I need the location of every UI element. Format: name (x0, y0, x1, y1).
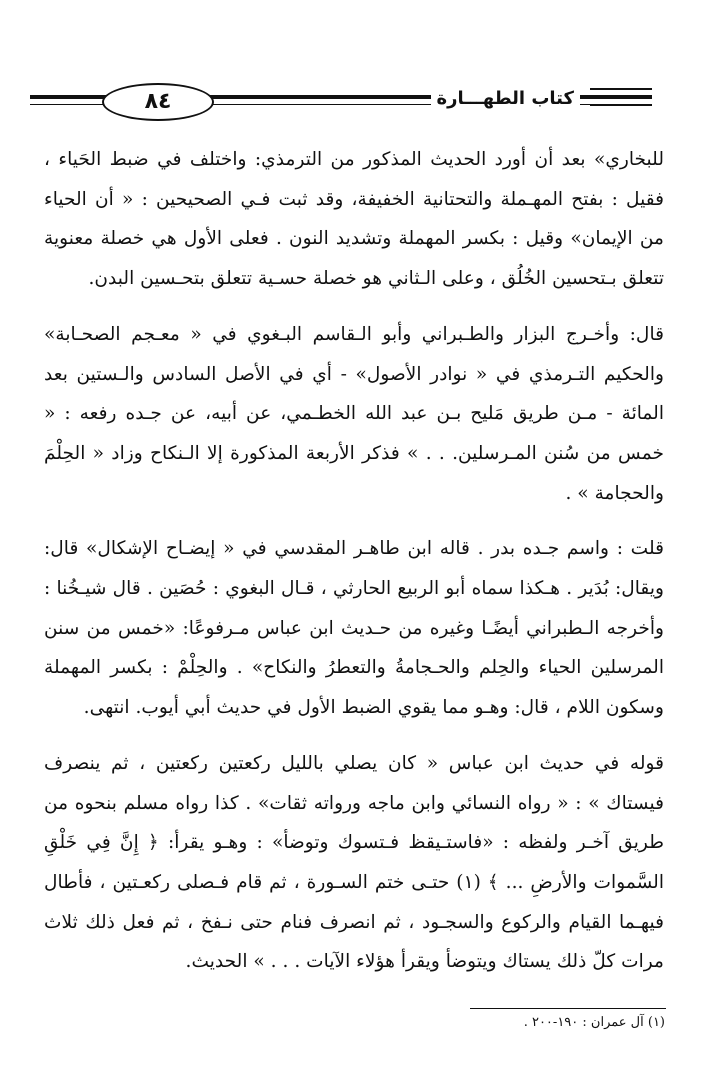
book-title: كتاب الطهـــارة (431, 86, 580, 112)
footnote-separator (470, 1008, 666, 1009)
main-text (44, 140, 664, 982)
paragraph-1: للبخاري» بعد أن أورد الحديث المذكور من الترمذي: واختلف في ضبط الحَياء ، فقيل : بفتح المهـملة والتحتانية الخفيفة، وقد ثبت فـي الصحيحين : « أن الحياء من الإيمان» وقيل : بكسر المهملة وتشديد النون . فعلى الأول هي خصلة معنوية تتعلق بـتحسين الخُلُق ، وعلى الـثاني هو خصلة حسـية تتعلق بتحـسين البدن. (44, 149, 664, 290)
footnote: (١) آل عمران : ١٩٠-٢٠٠ . (523, 1015, 665, 1030)
paragraph-4: قوله في حديث ابن عباس « كان يصلي بالليل ركعتين ركعتين ، ثم ينصرف فيستاك » : « رواه النسائي وابن ماجه ورواته ثقات» . كذا رواه مسلم بنحوه من طريق آخـر ولفظه : «فاستـيقظ فـتسوك وتوضأ» : وهـو يقرأ: ﴿ إِنَّ فِي خَلْقِ السَّموات والأرضِ ... ﴾ (١) حتـى ختم السـورة ، ثم قام فـصلى ركعـتين ، فأطال فيهـما القيام والركوع والسجـود ، ثم انصرف فنام حتى نـفخ ، ثم فعل ذلك ثلاث مرات كلّ ذلك يستاك ويتوضأ ويقرأ هؤلاء الآيات . . . » الحديث. (44, 752, 664, 973)
page-header (30, 78, 652, 124)
page-number: ٨٤ (102, 83, 214, 121)
header-ornament (590, 88, 652, 110)
paragraph-3: قلت : واسم جـده بدر . قاله ابن طاهـر المقدسي في « إيضـاح الإشكال» قال: ويقال: بُدَير . هـكذا سماه أبو الربيع الحارثي ، قـال البغوي : حُصَين . قال شيـخُنا : وأخرجه الـطبراني أيضًـا وغيره من حـديث ابن عباس مـرفوعًا: «خمس من سنن المرسلين الحياء والحِلم والحـجامةُ والتعطرُ والنكاح» . والحِلْمْ : بكسر المهملة وسكون اللام ، قال: وهـو مما يقوي الضبط الأول في حديث أبي أيوب. انتهى. (44, 538, 664, 719)
paragraph-2: قال: وأخـرج البزار والطـبراني وأبو الـقاسم البـغوي في « معـجم الصحـابة» والحكيم التـرمذي في « نوادر الأصول» - أي في الأصل السادس والـستين بعد المائة - مـن طريق مَليح بـن عبد الله الخطـمي، عن أبيه، عن جـده رفعه : « خمس من سُنن المـرسلين. . . » فذكر الأربعة المذكورة إلا الـنكاح وزاد « الحِلْمَ والحجامة » . (44, 323, 664, 504)
